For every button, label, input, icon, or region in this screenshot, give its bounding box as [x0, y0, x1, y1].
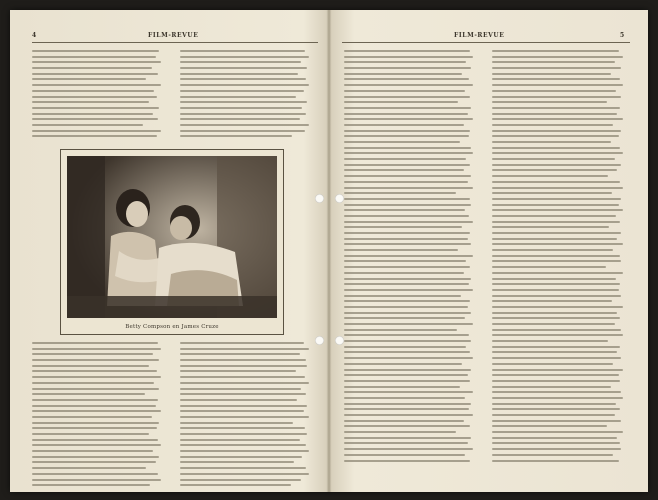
left-col-2-top — [180, 50, 310, 141]
left-col-1-bottom — [32, 342, 162, 490]
left-page-header — [10, 32, 328, 46]
left-page-number: 4 — [32, 32, 37, 39]
right-page-number: 5 — [620, 32, 625, 39]
right-page-header — [330, 32, 648, 46]
right-page — [330, 10, 648, 492]
left-header-rule — [32, 42, 318, 43]
right-col-2 — [492, 50, 624, 465]
left-col-1-top — [32, 50, 162, 141]
photo-caption: Betty Compson en James Cruze — [125, 324, 219, 330]
left-col-2-bottom — [180, 342, 310, 490]
left-page — [10, 10, 328, 492]
left-running-head: FILM-REVUE — [148, 32, 199, 39]
binding-hole-top-left — [315, 194, 324, 203]
film-still-photo — [67, 156, 277, 318]
right-col-1 — [344, 50, 474, 465]
photo-frame — [60, 149, 284, 335]
film-still-illustration — [67, 156, 277, 318]
right-running-head: FILM-REVUE — [454, 32, 505, 39]
binding-hole-bottom-left — [315, 336, 324, 345]
magazine-spread — [10, 10, 648, 492]
right-header-rule — [342, 42, 630, 43]
